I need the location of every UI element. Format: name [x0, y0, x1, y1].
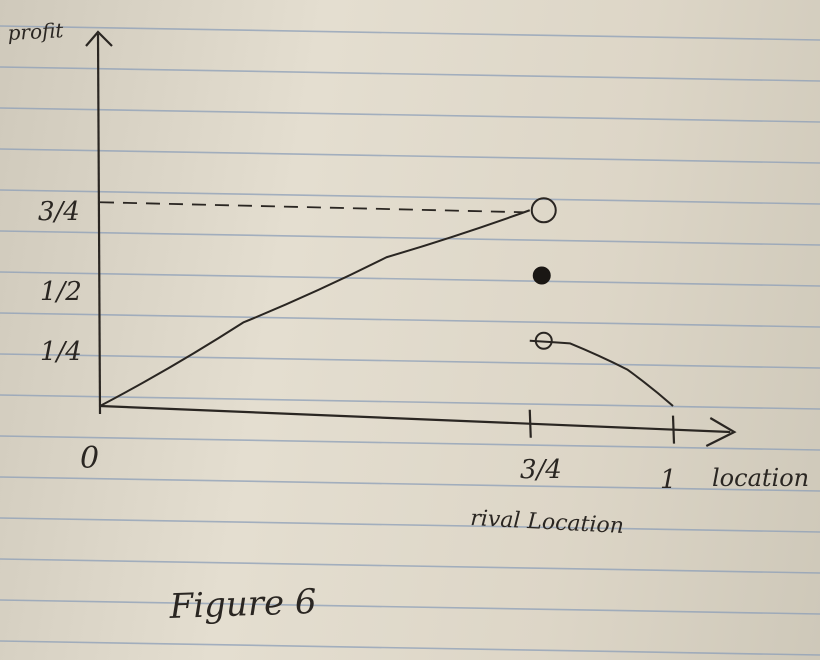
- axes: [86, 32, 734, 446]
- x-tick-annotation: rival Location: [469, 506, 625, 540]
- ruled-line: [0, 149, 820, 163]
- x-tick-0: [530, 410, 531, 438]
- ruled-line: [0, 436, 820, 450]
- ruled-line: [0, 313, 820, 327]
- x-tick-label-rival: 3/4: [520, 455, 562, 485]
- series-profit-right: [530, 341, 673, 406]
- x-axis-label: location: [712, 464, 810, 492]
- x-tick-label-one: 1: [660, 465, 677, 495]
- ruled-line: [0, 108, 820, 122]
- ruled-lines: [0, 26, 820, 660]
- x-tick-1: [673, 416, 674, 444]
- y-tick-label-three-quarters: 3/4: [38, 197, 80, 227]
- ruled-line: [0, 26, 820, 40]
- y-tick-label-quarter: 1/4: [40, 337, 82, 367]
- dashed-reference-line: [100, 202, 524, 212]
- figure-caption: Figure 6: [168, 581, 318, 627]
- y-tick-label-half: 1/2: [40, 277, 82, 307]
- ruled-line: [0, 477, 820, 491]
- ruled-line: [0, 600, 820, 614]
- ruled-line: [0, 518, 820, 532]
- origin-label: 0: [80, 441, 100, 476]
- ruled-line: [0, 559, 820, 573]
- ruled-line: [0, 272, 820, 286]
- ruled-line: [0, 67, 820, 81]
- x-axis-line: [100, 406, 730, 432]
- ruled-line: [0, 231, 820, 245]
- y-axis-line: [98, 34, 100, 414]
- ruled-line: [0, 190, 820, 204]
- ruled-line: [0, 641, 820, 655]
- marker-open-point-0: [532, 198, 556, 222]
- y-axis-label: profit: [7, 18, 64, 45]
- marker-filled-point: [533, 267, 551, 285]
- chart-marks: [100, 198, 673, 406]
- ruled-line: [0, 354, 820, 368]
